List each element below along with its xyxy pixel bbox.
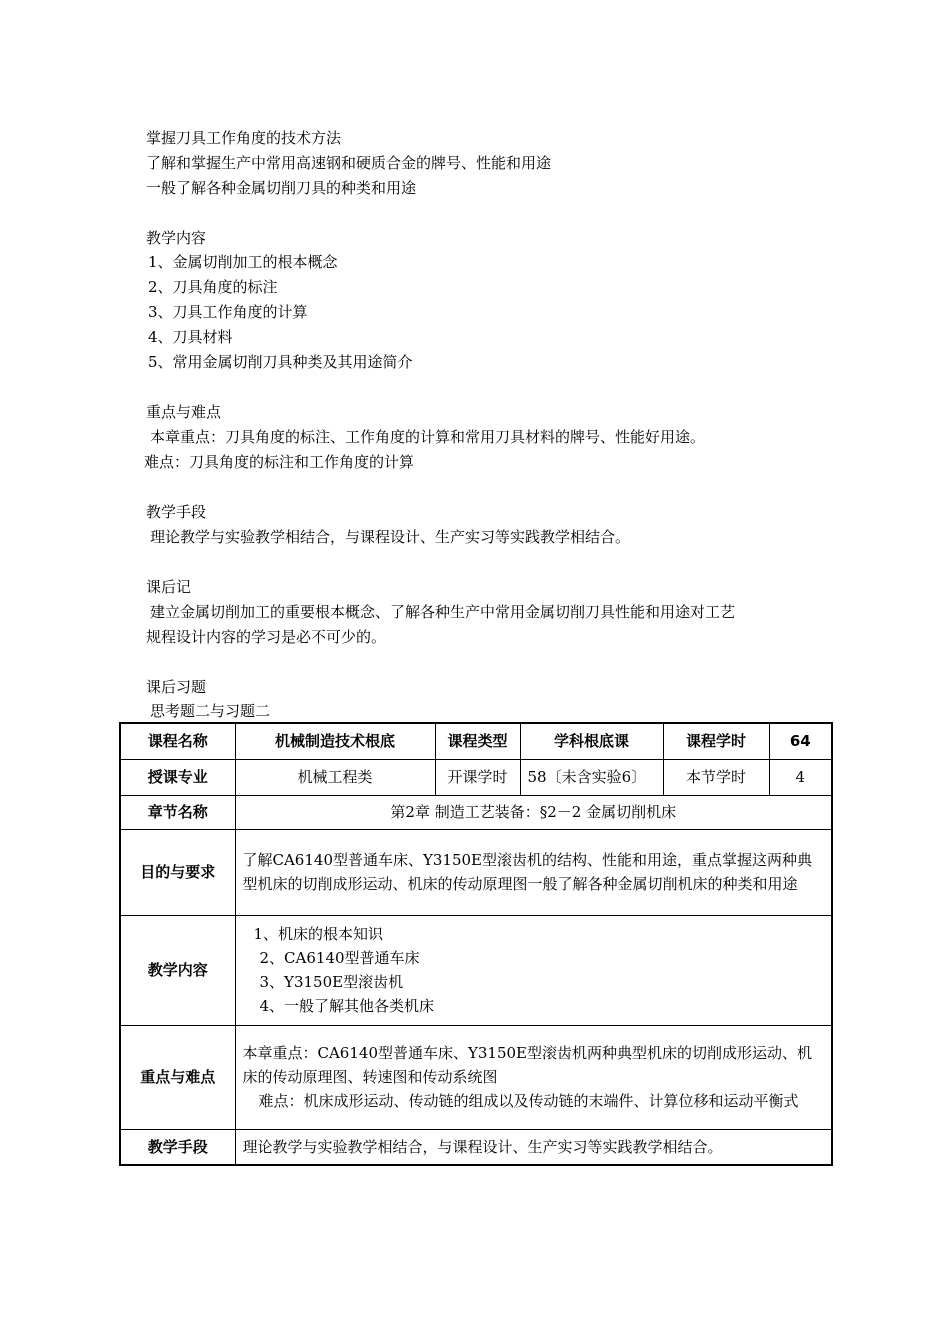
content-item: 3、刀具工作角度的计算 — [148, 303, 308, 321]
course-hours-label: 课程学时 — [663, 723, 769, 759]
content-item: 2、刀具角度的标注 — [148, 278, 278, 296]
content-item: 4、刀具材料 — [148, 328, 233, 346]
teaching-content-item: 4、一般了解其他各类机床 — [259, 997, 435, 1015]
course-info-table — [119, 722, 833, 1166]
section-hours: 4 — [769, 759, 832, 795]
method-heading: 教学手段 — [146, 503, 207, 521]
content-heading: 教学内容 — [146, 229, 207, 247]
method-text-cell: 理论教学与实验教学相结合，与课程设计、生产实习等实践教学相结合。 — [235, 1129, 832, 1165]
course-name: 机械制造技术根底 — [235, 723, 435, 759]
course-hours: 64 — [769, 723, 832, 759]
teaching-content-list — [235, 915, 832, 1025]
class-hours: 58〔未含实验6〕 — [520, 759, 663, 795]
teaching-content-item: 3、Y3150E型滚齿机 — [259, 973, 404, 991]
key-heading: 重点与难点 — [146, 403, 222, 421]
key-main: 本章重点：刀具角度的标注、工作角度的计算和常用刀具材料的牌号、性能好用途。 — [150, 428, 706, 446]
goal-label: 目的与要求 — [120, 829, 235, 915]
course-type-label: 课程类型 — [435, 723, 520, 759]
notes-line-1: 建立金属切削加工的重要根本概念、了解各种生产中常用金属切削刀具性能和用途对工艺 — [150, 603, 736, 621]
objective-line-3: 一般了解各种金属切削刀具的种类和用途 — [146, 179, 417, 197]
course-name-label: 课程名称 — [120, 723, 235, 759]
homework-text: 思考题二与习题二 — [150, 702, 271, 720]
course-type: 学科根底课 — [520, 723, 663, 759]
key-points-label: 重点与难点 — [120, 1025, 235, 1129]
major-label: 授课专业 — [120, 759, 235, 795]
key-points-difficult: 难点：机床成形运动、传动链的组成以及传动链的末端件、计算位移和运动平衡式 — [258, 1092, 799, 1110]
objective-line-2: 了解和掌握生产中常用高速钢和硬质合金的牌号、性能和用途 — [146, 154, 552, 172]
chapter-name: 第2章 制造工艺装备：§2－2 金属切削机床 — [235, 795, 832, 829]
key-points-main: 本章重点：CA6140型普通车床、Y3150E型滚齿机两种典型机床的切削成形运动、机床的传动原理图、转速图和传动系统图 — [242, 1044, 813, 1086]
method-text: 理论教学与实验教学相结合，与课程设计、生产实习等实践教学相结合。 — [150, 528, 631, 546]
method-label: 教学手段 — [120, 1129, 235, 1165]
key-points-cell — [235, 1025, 832, 1129]
objective-line-1: 掌握刀具工作角度的技术方法 — [146, 129, 342, 147]
content-item: 1、金属切削加工的根本概念 — [148, 253, 338, 271]
chapter-label: 章节名称 — [120, 795, 235, 829]
content-item: 5、常用金属切削刀具种类及其用途简介 — [148, 353, 413, 371]
teaching-content-item: 2、CA6140型普通车床 — [259, 949, 420, 967]
goal-text: 了解CA6140型普通车床、Y3150E型滚齿机的结构、性能和用途，重点掌握这两种典型机床的切削成形运动、机床的传动原理图一般了解各种金属切削机床的种类和用途 — [235, 829, 832, 915]
notes-line-2: 规程设计内容的学习是必不可少的。 — [146, 628, 387, 646]
notes-heading: 课后记 — [146, 578, 192, 596]
homework-heading: 课后习题 — [146, 678, 207, 696]
teaching-content-item: 1、机床的根本知识 — [253, 925, 384, 943]
class-hours-label: 开课学时 — [435, 759, 520, 795]
key-difficult: 难点：刀具角度的标注和工作角度的计算 — [144, 453, 415, 471]
teaching-content-label: 教学内容 — [120, 915, 235, 1025]
major: 机械工程类 — [235, 759, 435, 795]
section-hours-label: 本节学时 — [663, 759, 769, 795]
